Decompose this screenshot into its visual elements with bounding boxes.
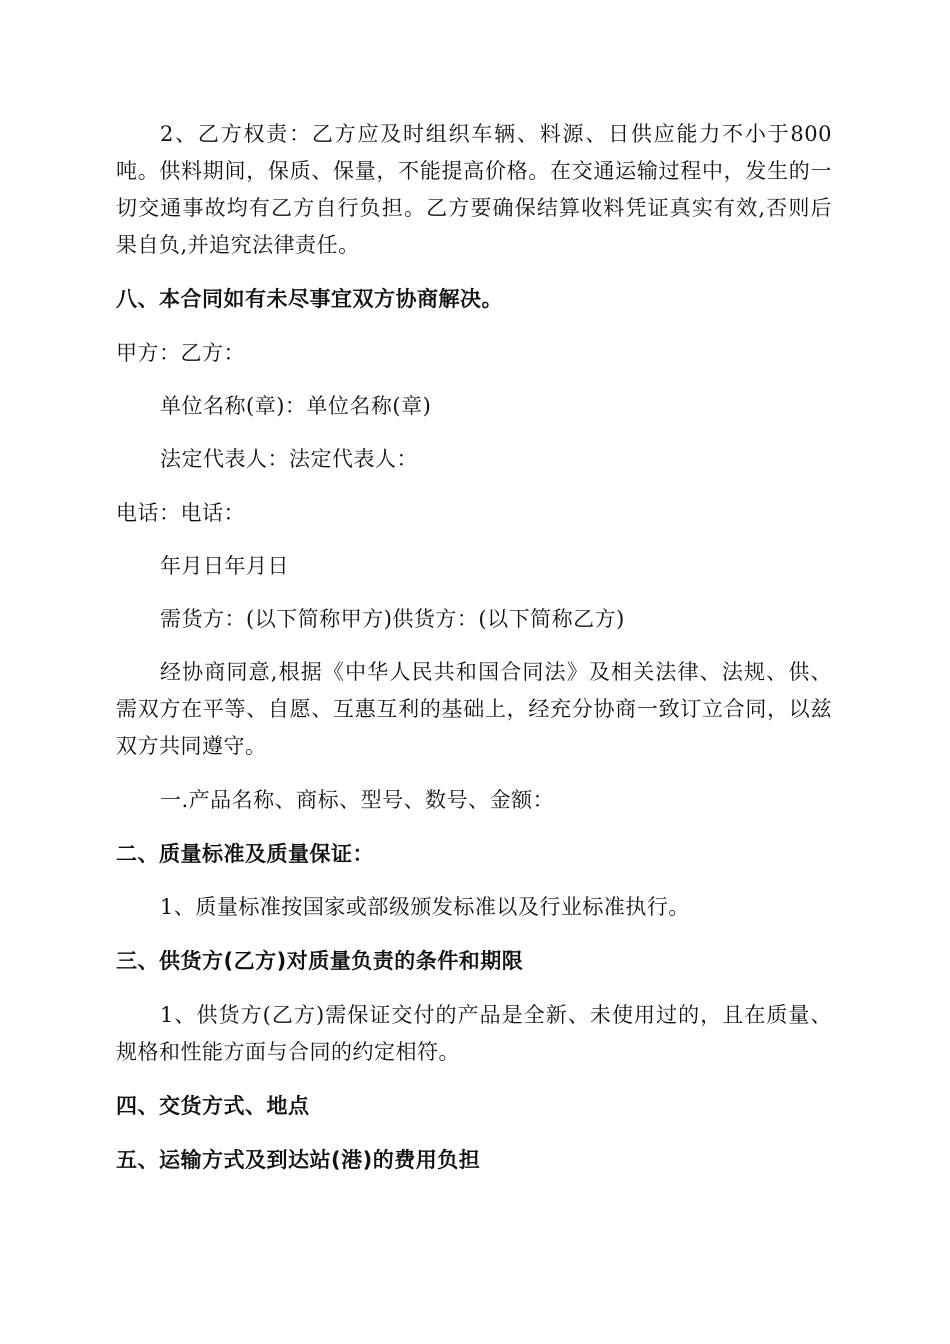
document-page	[116, 116, 832, 1179]
heading-section-8: 八、本合同如有未尽事宜双方协商解决。	[116, 287, 503, 311]
contract-parties-intro: 需货方：(以下简称甲方)供货方：(以下简称乙方)	[160, 607, 625, 631]
signature-phone: 电话：电话：	[116, 501, 245, 525]
signature-date: 年月日年月日	[160, 554, 289, 578]
heading-section-5: 五、运输方式及到达站(港)的费用负担	[116, 1148, 481, 1172]
paragraph-quality-guarantee: 1、供货方(乙方)需保证交付的产品是全新、未使用过的，且在质量、规格和性能方面与合同的约定相符。	[116, 1003, 832, 1064]
signature-parties: 甲方：乙方：	[116, 341, 245, 365]
heading-section-3: 三、供货方(乙方)对质量负责的条件和期限	[116, 949, 524, 973]
heading-section-1: 一.产品名称、商标、型号、数号、金额：	[160, 788, 555, 812]
paragraph-agreement: 经协商同意,根据《中华人民共和国合同法》及相关法律、法规、供、需双方在平等、自愿、互惠互利的基础上，经充分协商一致订立合同，以兹双方共同遵守。	[116, 660, 832, 758]
paragraph-quality-standard: 1、质量标准按国家或部级颁发标准以及行业标准执行。	[160, 895, 690, 919]
signature-unit-name: 单位名称(章)：单位名称(章)	[160, 394, 432, 418]
signature-legal-rep: 法定代表人：法定代表人：	[160, 447, 418, 471]
heading-section-2: 二、质量标准及质量保证：	[116, 842, 374, 866]
heading-section-4: 四、交货方式、地点	[116, 1094, 310, 1118]
paragraph-seller-duties: 2、乙方权责：乙方应及时组织车辆、料源、日供应能力不小于800吨。供料期间，保质、保量，不能提高价格。在交通运输过程中，发生的一切交通事故均有乙方自行负担。乙方要确保结算收料凭证真实有效,否则后果自负,并追究法律责任。	[116, 122, 832, 257]
